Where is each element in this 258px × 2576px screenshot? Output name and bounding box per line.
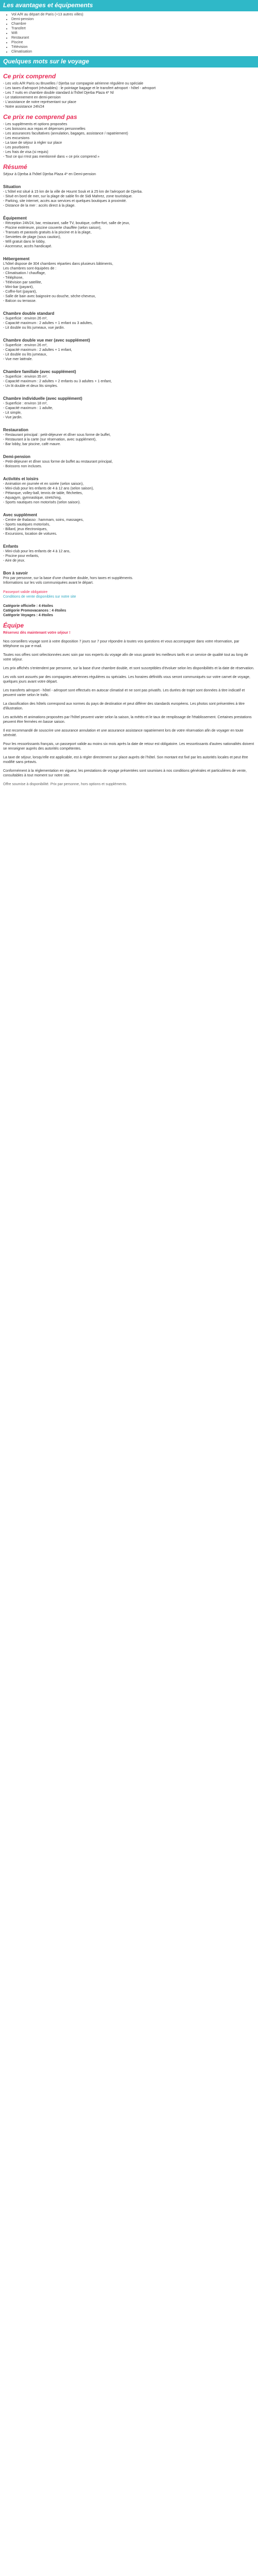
resume-line: - L'hôtel est situé à 15 km de la ville de Houmt Souk et à 25 km de l'aéroport de Djerba. — [3, 190, 143, 194]
resume-line: - Parking, site internet, accès aux services et quelques boutiques à proximité. — [3, 199, 127, 203]
resume-body — [3, 172, 255, 618]
equipe-body — [3, 639, 255, 778]
resume-line: Séjour à Djerba à l'hôtel Djerba Plaza 4* en Demi-pension — [3, 173, 96, 176]
resume-subheading: Demi-pension — [3, 454, 30, 459]
resume-line: - Restaurant à la carte (sur réservation, avec supplément), — [3, 438, 96, 442]
resume-subheading: Hébergement — [3, 257, 30, 261]
resume-line: Prix par personne, sur la base d'une chambre double, hors taxes et suppléments. — [3, 577, 133, 580]
resume-line: - Sports nautiques motorisés, — [3, 523, 51, 527]
equipe-paragraph: Pour les ressortissants français, un passeport valide au moins six mois après la date de retour est obligatoire. Les ressortissants d'autres nationalités doivent se renseigner auprès des autorités compétentes. — [3, 742, 254, 751]
resume-spacer — [3, 303, 255, 308]
resume-subheading: Bon à savoir — [3, 571, 28, 575]
included-list — [3, 81, 255, 109]
excluded-title: Ce prix ne comprend pas — [3, 113, 77, 121]
resume-subheading: Chambre individuelle (avec supplément) — [3, 396, 83, 401]
resume-spacer — [3, 177, 255, 181]
resume-line[interactable]: Conditions de vente disponibles sur notre site — [3, 595, 76, 599]
resume-line: - Wifi gratuit dans le lobby, — [3, 240, 45, 244]
equipements-section — [0, 11, 258, 56]
equipement-item: • Climatisation — [11, 49, 255, 54]
excluded-item: - Les pourboires — [3, 146, 29, 149]
resume-line: - Sports nautiques non motorisés (selon saison). — [3, 501, 81, 504]
included-item: - Les vols A/R Paris ou Bruxelles / Djerba sur compagnie aérienne régulière ou spéciale — [3, 82, 143, 86]
resume-line: - Télévision par satellite, — [3, 281, 42, 284]
equipement-item: • Télévision — [11, 45, 255, 49]
resume-line: Catégorie Voyages : 4 étoiles — [3, 614, 53, 617]
resume-line: - Vue mer latérale. — [3, 358, 33, 361]
equipement-item: • Restaurant — [11, 36, 255, 40]
resume-line: - Superficie : environ 26 m², — [3, 344, 47, 347]
equipement-item: • Wifi — [11, 31, 255, 36]
equipements-list — [3, 12, 255, 54]
resume-line: - Restaurant principal : petit-déjeuner et dîner sous forme de buffet, — [3, 433, 111, 437]
excluded-item: - Les suppléments et options proposées — [3, 123, 68, 126]
equipement-item: • Demi-pension — [11, 17, 255, 22]
resume-line: - Piscine extérieure, piscine couverte chauffée (selon saison), — [3, 226, 102, 230]
resume-subheading: Restauration — [3, 428, 28, 432]
resume-line: - Transats et parasols gratuits à la piscine et à la plage, — [3, 231, 92, 234]
resume-line: - Situé en bord de mer, sur la plage de sable fin de Sidi Mahrez, zone touristique. — [3, 195, 133, 198]
resume-line: - Téléphone, — [3, 276, 24, 280]
resume-line: Catégorie Promovacances : 4 étoiles — [3, 609, 67, 613]
equipe-paragraph: Il est recommandé de souscrire une assurance annulation et une assurance assistance rapatriement lors de votre réservation afin de voyager en toute sérénité. — [3, 729, 244, 737]
resume-subheading: Activités et loisirs — [3, 477, 39, 481]
resume-spacer — [3, 362, 255, 366]
excluded-item: - Tout ce qui n'est pas mentionné dans « ce prix comprend » — [3, 155, 100, 159]
equipement-item: • Chambre — [11, 22, 255, 26]
equipe-paragraph: Nos conseillers voyage sont à votre disposition 7 jours sur 7 pour répondre à toutes vos questions et vous accompagner dans votre réservation, par téléphone ou par e-mail. — [3, 640, 239, 648]
resume-subheading: Chambre double vue mer (avec supplément) — [3, 338, 90, 343]
resume-line: - Lit simple, — [3, 411, 22, 415]
resume-line: - Animation en journée et en soirée (selon saison), — [3, 482, 84, 486]
excluded-list — [3, 122, 255, 159]
resume-line: - Capacité maximum : 2 adultes + 1 enfant ou 3 adultes, — [3, 321, 93, 325]
equipe-paragraph: Conformément à la réglementation en vigueur, les prestations de voyage présentées sont soumises à nos conditions générales et particulières de vente, consultables à tout moment sur notre site. — [3, 769, 247, 777]
resume-spacer — [3, 447, 255, 451]
resume-subheading: Chambre familiale (avec supplément) — [3, 369, 76, 374]
resume-line: - Mini-club pour les enfants de 4 à 12 ans, — [3, 550, 71, 553]
resume-line: - Balcon ou terrasse. — [3, 299, 37, 303]
resume-line: - Pétanque, volley-ball, tennis de table, fléchettes, — [3, 492, 83, 495]
resume-line: - Aquagym, gymnastique, stretching, — [3, 496, 62, 500]
resume-line: - Superficie : environ 35 m², — [3, 375, 47, 379]
resume-spacer — [3, 420, 255, 425]
resume-subheading: Équipement — [3, 216, 27, 221]
resume-line: - Coffre-fort (payant), — [3, 290, 37, 294]
equipe-cta: Réservez dès maintenant votre séjour ! — [3, 631, 71, 635]
resume-spacer — [3, 536, 255, 541]
resume-line: - Réception 24h/24, bar, restaurant, salle TV, boutique, coffre-fort, salle de jeux, — [3, 222, 130, 225]
equipements-title: Les avantages et équipements — [3, 2, 93, 9]
resume-line: - Petit-déjeuner et dîner sous forme de buffet au restaurant principal, — [3, 460, 113, 464]
resume-line: - Superficie : environ 26 m², — [3, 317, 47, 320]
resume-line: - Mini-club pour les enfants de 4 à 12 ans (selon saison), — [3, 487, 94, 490]
resume-line: - Serviettes de plage (sous caution), — [3, 235, 61, 239]
resume-line: Informations sur les vols communiquées avant le départ. — [3, 581, 94, 585]
equipements-header — [0, 0, 258, 11]
resume-spacer — [3, 469, 255, 473]
resume-spacer — [3, 585, 255, 590]
resume-line: - Bar lobby, bar piscine, café maure. — [3, 443, 61, 446]
included-item: - L'assistance de notre représentant sur place — [3, 100, 76, 104]
know-title: Quelques mots sur le voyage — [3, 58, 89, 65]
resume-subheading: Chambre double standard — [3, 311, 55, 316]
resume-line: - Centre de thalasso : hammam, soins, massages, — [3, 518, 84, 522]
resume-line: - Distance de la mer : accès direct à la plage. — [3, 204, 76, 208]
resume-line: - Aire de jeux. — [3, 559, 25, 563]
resume-spacer — [3, 599, 255, 604]
resume-spacer — [3, 208, 255, 213]
equipement-item: • Piscine — [11, 40, 255, 45]
resume-line: L'hôtel dispose de 304 chambres réparties dans plusieurs bâtiments, — [3, 262, 114, 266]
equipe-paragraph: La classification des hôtels correspond aux normes du pays de destination et peut différer des standards européens. Les photos sont présentées à titre d'illustration. — [3, 702, 245, 710]
resume-spacer — [3, 505, 255, 510]
resume-subheading: Situation — [3, 184, 21, 189]
resume-line: Catégorie officielle : 4 étoiles — [3, 604, 53, 608]
included-item: - Le stationnement en demi-pension — [3, 96, 61, 99]
resume-line: Passeport valide obligatoire — [3, 590, 47, 594]
resume-line: - Vue jardin. — [3, 416, 23, 419]
equipe-paragraph: Les transferts aéroport - hôtel - aéroport sont effectués en autocar climatisé et ne sont pas privatifs. Les durées de trajet sont données à titre indicatif et peuvent varier selon le trafic. — [3, 689, 245, 697]
excluded-item: - La taxe de séjour à régler sur place — [3, 141, 62, 145]
resume-line: - Salle de bain avec baignoire ou douche, sèche-cheveux, — [3, 295, 96, 298]
resume-line: - Capacité maximum : 2 adultes + 1 enfant, — [3, 348, 72, 352]
resume-line: - Superficie : environ 18 m², — [3, 402, 47, 405]
excluded-item: - Les excursions — [3, 137, 29, 140]
resume-line: - Mini-bar (payant), — [3, 285, 34, 289]
know-header — [0, 56, 258, 67]
resume-subheading: Avec supplément — [3, 513, 37, 517]
equipe-paragraph: La taxe de séjour, lorsqu'elle est applicable, est à régler directement sur place auprès de l'hôtel. Son montant est fixé par les autorités locales et peut être modifié sans préavis. — [3, 756, 248, 764]
resume-line: - Lit double ou lits jumeaux, — [3, 353, 47, 357]
included-title: Ce prix comprend — [3, 73, 56, 80]
equipe-note: Offre soumise à disponibilité. Prix par personne, hors options et suppléments. — [3, 783, 127, 786]
resume-line: - Excursions, location de voitures. — [3, 532, 57, 536]
resume-line: - Un lit double et deux lits simples. — [3, 384, 58, 388]
resume-line: - Capacité maximum : 2 adultes + 2 enfants ou 3 adultes + 1 enfant, — [3, 380, 112, 383]
resume-spacer — [3, 563, 255, 568]
resume-spacer — [3, 330, 255, 335]
equipement-item: • Transfert — [11, 26, 255, 31]
excluded-item: - Les frais de visa (si requis) — [3, 150, 49, 154]
excluded-item: - Les boissons aux repas et dépenses personnelles — [3, 127, 86, 131]
resume-line: - Climatisation / chauffage, — [3, 272, 46, 275]
equipe-paragraph: Les prix affichés s'entendent par personne, sur la base d'une chambre double, et sont susceptibles d'évoluer selon les disponibilités et la date de réservation. — [3, 667, 254, 670]
equipe-title: Équipe — [3, 622, 24, 629]
resume-line: - Lit double ou lits jumeaux, vue jardin. — [3, 326, 65, 330]
resume-line: - Billard, jeux électroniques, — [3, 528, 47, 531]
equipe-paragraph: Les activités et animations proposées par l'hôtel peuvent varier selon la saison, la météo et le taux de remplissage de l'établissement. Certaines prestations peuvent être fermées en basse saison. — [3, 716, 252, 724]
included-item: - Les taxes d'aéroport (révisables) : le pointage bagage et le transfert aéroport - hôtel - aéroport — [3, 87, 156, 90]
resume-line: - Boissons non incluses. — [3, 465, 42, 468]
equipement-item: • Vol A/R au départ de Paris (+13 autres villes) — [11, 12, 255, 17]
included-item: - Notre assistance 24h/24 — [3, 105, 44, 109]
know-section — [0, 67, 258, 793]
resume-line: - Capacité maximum : 1 adulte, — [3, 406, 53, 410]
equipe-paragraph: Toutes nos offres sont sélectionnées avec soin par nos experts du voyage afin de vous garantir les meilleurs tarifs et un service de qualité tout au long de votre séjour. — [3, 653, 248, 662]
resume-line: - Ascenseur, accès handicapé. — [3, 245, 52, 248]
included-item: - Les 7 nuits en chambre double standard à l'hôtel Djerba Plaza 4* Nl — [3, 91, 114, 95]
resume-spacer — [3, 249, 255, 253]
resume-spacer — [3, 388, 255, 393]
resume-line: - Piscine pour enfants, — [3, 554, 39, 558]
equipe-paragraph: Les vols sont assurés par des compagnies aériennes régulières ou spéciales. Les horaires définitifs vous seront communiqués sur votre carnet de voyage, quelques jours avant votre départ. — [3, 675, 250, 684]
resume-title: Résumé — [3, 163, 27, 171]
resume-subheading: Enfants — [3, 544, 19, 549]
excluded-item: - Les assurances facultatives (annulation, bagages, assistance / rapatriement) — [3, 132, 128, 135]
resume-line: Les chambres sont équipées de : — [3, 267, 57, 270]
